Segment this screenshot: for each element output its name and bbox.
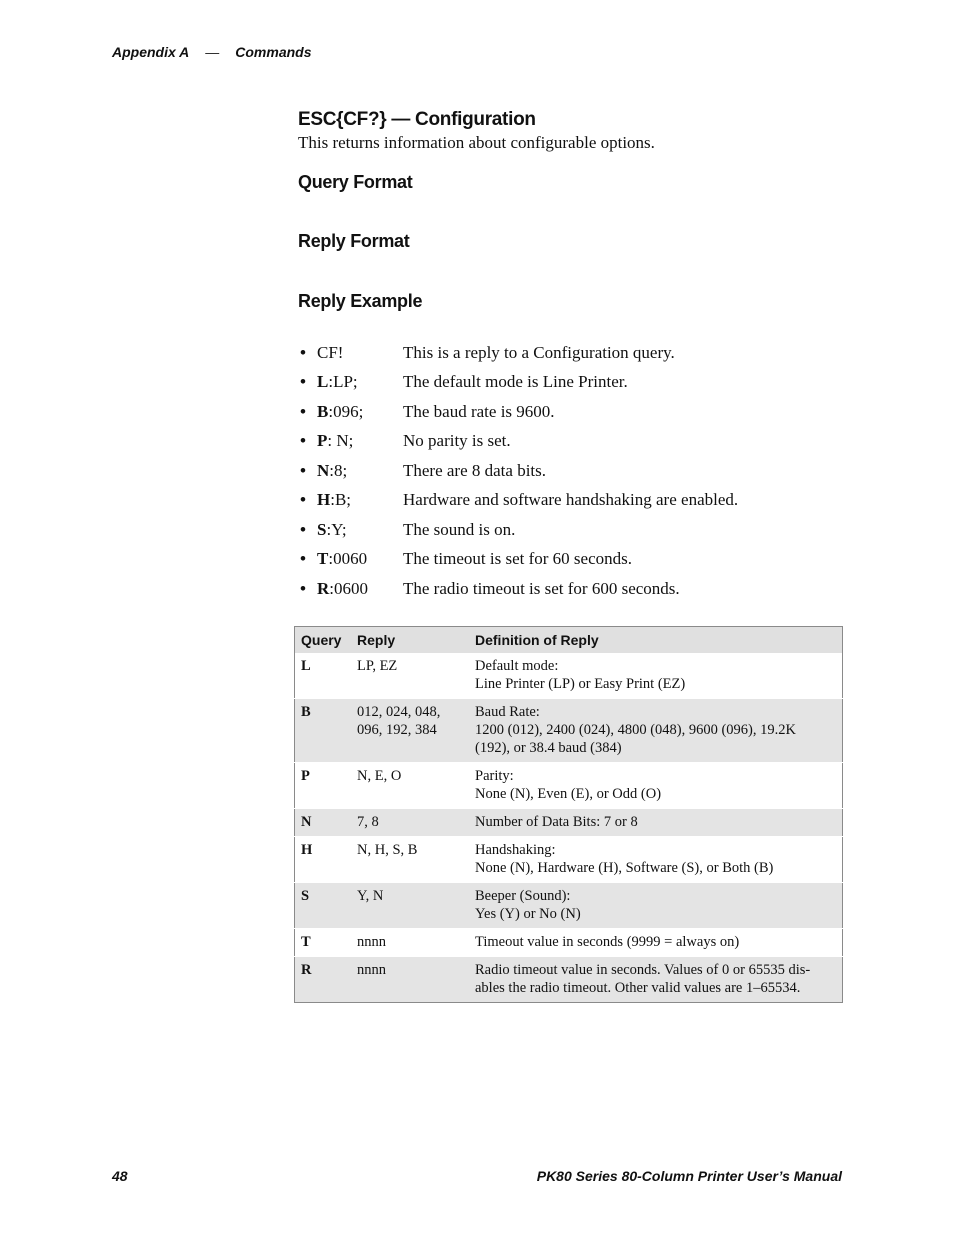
- table-row: [295, 699, 843, 763]
- list-item: [300, 486, 738, 516]
- reply-code-value: :B;: [330, 490, 352, 510]
- reply-example-heading: Reply Example: [298, 291, 423, 311]
- reply-code-value: :8;: [329, 460, 348, 480]
- query-cell: P: [295, 763, 352, 809]
- reply-cell: nnnn: [351, 929, 469, 957]
- reply-code: [317, 490, 403, 510]
- definition-cell: Baud Rate: 1200 (012), 2400 (024), 4800 (048), 9600 (096), 19.2K (192), or 38.4 baud (384): [469, 699, 843, 763]
- definition-cell: Default mode: Line Printer (LP) or Easy Print (EZ): [475, 658, 686, 692]
- reply-cell: N, E, O: [351, 763, 469, 809]
- reply-description: The radio timeout is set for 600 seconds.: [403, 578, 680, 598]
- list-item: [300, 515, 738, 545]
- reply-description: This is a reply to a Configuration query.: [403, 342, 675, 362]
- reply-description: No parity is set.: [403, 431, 511, 451]
- bullet-icon: •: [300, 431, 306, 451]
- bullet-icon: •: [300, 372, 306, 392]
- page-number: 48: [112, 1168, 128, 1184]
- definition-cell: Radio timeout value in seconds. Values of 0 or 65535 dis- ables the radio timeout. Other valid values are 1–65534.: [469, 957, 843, 1003]
- reply-description: Hardware and software handshaking are enabled.: [403, 490, 739, 510]
- bullet-icon: •: [300, 549, 306, 569]
- list-item: [300, 574, 738, 604]
- table-row: [295, 957, 843, 1003]
- reply-cell: nnnn: [351, 957, 469, 1003]
- table-row: [295, 837, 843, 883]
- definition-cell: Number of Data Bits: 7 or 8: [469, 809, 843, 837]
- reply-code-key: S: [317, 519, 327, 539]
- reply-code-key: N: [317, 460, 330, 480]
- reply-code-value: :LP;: [328, 372, 358, 392]
- reply-code-value: CF!: [317, 342, 344, 362]
- reply-description: The baud rate is 9600.: [403, 401, 555, 421]
- definition-cell: Beeper (Sound): Yes (Y) or No (N): [469, 883, 843, 929]
- query-format-heading: Query Format: [298, 172, 413, 192]
- reply-example-list: [300, 338, 738, 604]
- definition-cell: Parity: None (N), Even (E), or Odd (O): [469, 763, 843, 809]
- table-header-row: [295, 627, 843, 654]
- running-header: [112, 44, 312, 60]
- list-item: [300, 545, 738, 575]
- reply-code: [317, 431, 403, 451]
- reply-code: [317, 402, 403, 422]
- table-body: [295, 653, 843, 1003]
- reply-cell: N, H, S, B: [351, 837, 469, 883]
- reply-code: [317, 343, 403, 363]
- reply-cell: 012, 024, 048, 096, 192, 384: [351, 699, 469, 763]
- reply-code-value: :0600: [329, 578, 369, 598]
- reply-code-key: H: [317, 490, 331, 510]
- list-item: [300, 427, 738, 457]
- manual-title: PK80 Series 80-Column Printer User’s Manual: [536, 1168, 842, 1184]
- query-cell: N: [295, 809, 352, 837]
- reply-code-key: B: [317, 401, 329, 421]
- query-cell: T: [295, 929, 352, 957]
- table-row: [295, 809, 843, 837]
- reply-code: [317, 579, 403, 599]
- definition-cell: Timeout value in seconds (9999 = always on): [469, 929, 843, 957]
- column-header-query: Query: [295, 627, 352, 654]
- query-cell: S: [295, 883, 352, 929]
- header-chapter: Commands: [235, 44, 312, 60]
- query-cell: H: [295, 837, 352, 883]
- header-section: Appendix A: [112, 44, 190, 60]
- reply-code-value: : N;: [327, 431, 354, 451]
- reply-code-key: T: [317, 549, 329, 569]
- list-item: [300, 456, 738, 486]
- reply-code: [317, 372, 403, 392]
- reply-description: There are 8 data bits.: [403, 460, 547, 480]
- header-dash: —: [205, 44, 220, 60]
- reply-code-value: :0060: [328, 549, 368, 569]
- reply-code-key: L: [317, 372, 329, 392]
- bullet-icon: •: [300, 519, 306, 539]
- table-row: [295, 653, 843, 699]
- query-cell: B: [295, 699, 352, 763]
- table-row: [295, 929, 843, 957]
- bullet-icon: •: [300, 490, 306, 510]
- bullet-icon: •: [300, 578, 306, 598]
- table-row: [295, 883, 843, 929]
- reply-code-key: R: [317, 578, 330, 598]
- reply-cell: LP, EZ: [357, 658, 398, 674]
- query-reply-table: [294, 626, 843, 1003]
- section-title: ESC{CF?} — Configuration: [298, 109, 536, 130]
- list-item: [300, 397, 738, 427]
- intro-text: This returns information about configurable options.: [298, 133, 655, 152]
- reply-format-heading: Reply Format: [298, 231, 410, 251]
- reply-code: [317, 520, 403, 540]
- reply-code-key: P: [317, 431, 328, 451]
- column-header-reply: Reply: [351, 627, 469, 654]
- bullet-icon: •: [300, 342, 306, 362]
- definition-cell: Handshaking: None (N), Hardware (H), Software (S), or Both (B): [469, 837, 843, 883]
- reply-code-value: :096;: [328, 401, 364, 421]
- reply-code-value: :Y;: [326, 519, 347, 539]
- bullet-icon: •: [300, 460, 306, 480]
- reply-code: [317, 549, 403, 569]
- reply-cell: Y, N: [351, 883, 469, 929]
- query-cell: L: [301, 658, 311, 674]
- list-item: [300, 338, 738, 368]
- reply-description: The timeout is set for 60 seconds.: [403, 549, 632, 569]
- list-item: [300, 368, 738, 398]
- table-row: [295, 763, 843, 809]
- reply-code: [317, 461, 403, 481]
- reply-description: The default mode is Line Printer.: [403, 372, 628, 392]
- bullet-icon: •: [300, 401, 306, 421]
- reply-description: The sound is on.: [403, 519, 516, 539]
- query-cell: R: [295, 957, 352, 1003]
- reply-cell: 7, 8: [351, 809, 469, 837]
- column-header-definition: Definition of Reply: [469, 627, 843, 654]
